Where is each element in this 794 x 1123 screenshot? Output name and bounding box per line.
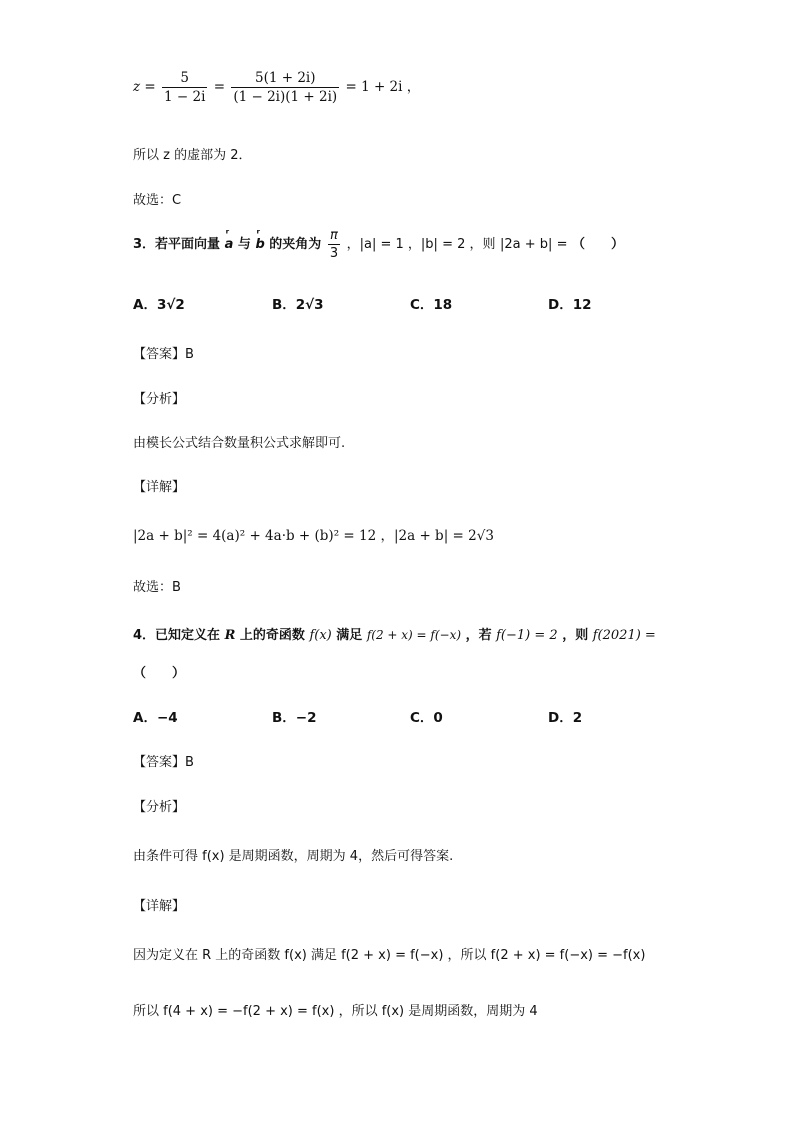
q4-if: ，若 [465,628,492,643]
q4-fx: f(x) [309,628,332,643]
q4-detail-heading: 【详解】 [133,899,186,914]
q3-detail: |2a + b|² = 4(a)² + 4a·b + (b)² = 12 ，|2a + b| = 2√3 [133,528,494,544]
q3-conditions: ，|a| = 1 ，|b| = 2 ，则 [346,237,496,252]
q4-bracket: （ ） [133,666,186,681]
choice-c: 故选：C [133,193,182,208]
q3-prefix: 3．若平面向量 [133,237,221,252]
q3-option-c: C．18 [410,297,453,313]
fraction-1-numerator: 5 [162,70,207,88]
imag-part-line: 所以 z 的虚部为 2． [133,148,252,163]
q4-given: f(−1) = 2 [496,628,558,643]
fraction-1 [162,70,207,105]
q4-option-a: A．−4 [133,710,178,726]
q4-analysis-heading: 【分析】 [133,800,186,815]
q3-mid: 的夹角为 [269,237,322,252]
vector-a: ʳ a [225,237,234,252]
q3-option-d: D．12 [548,297,592,313]
q3-choice: 故选：B [133,580,181,595]
q3-analysis-heading: 【分析】 [133,392,186,407]
q3-bracket: （ ） [572,237,625,252]
q4-option-d: D．2 [548,710,583,726]
q3-answer: 【答案】B [133,347,194,362]
q4-detail-line-1: 因为定义在 R 上的奇函数 f(x) 满足 f(2 + x) = f(−x) ，所以 f(2 + x) = f(−x) = −f(x) [133,948,646,963]
fraction-2-numerator: 5(1 + 2i) [231,70,339,88]
eq-lhs: z = [133,79,156,95]
q4-option-c: C．0 [410,710,443,726]
angle-numerator: π [328,228,340,245]
angle-fraction [328,228,340,261]
q3-analysis: 由模长公式结合数量积公式求解即可. [133,436,346,451]
q4-detail-line-2: 所以 f(4 + x) = −f(2 + x) = f(x) ，所以 f(x) 是周期函数，周期为 4 [133,1004,538,1019]
fraction-1-denominator: 1 − 2i [164,89,206,105]
q4-ask: f(2021) = [592,628,656,643]
eq-rhs: = 1 + 2i ， [345,79,421,95]
fraction-2-denominator: (1 − 2i)(1 + 2i) [233,89,338,105]
q4-prefix: 4．已知定义在 [133,628,221,643]
question-3 [133,228,624,261]
q4-R: R [224,628,236,643]
vector-b: ʳ b [255,237,264,252]
q4-then: ，则 [562,628,589,643]
q3-option-b: B．2√3 [272,297,324,313]
q3-detail-heading: 【详解】 [133,480,186,495]
q3-expression: |2a + b| = [500,237,568,252]
q4-answer: 【答案】B [133,755,194,770]
q4-cond: 满足 [336,628,363,643]
q4-analysis: 由条件可得 f(x) 是周期函数，周期为 4，然后可得答案. [133,849,454,864]
q3-yu: 与 [237,237,251,252]
q4-eq: f(2 + x) = f(−x) [366,628,462,642]
q4-option-b: B．−2 [272,710,317,726]
equation-z: z = $\frac{5}{1 - 2i}$ = $\frac{5(1 + 2i)}{(1 - 2i)(1 + 2i)}$ = 1 + 2i ， [133,70,421,105]
fraction-2 [231,70,339,105]
q4-mid: 上的奇函数 [239,628,305,643]
q3-option-a: A．3√2 [133,297,185,313]
question-4 [133,624,656,643]
angle-denominator: 3 [329,246,339,261]
